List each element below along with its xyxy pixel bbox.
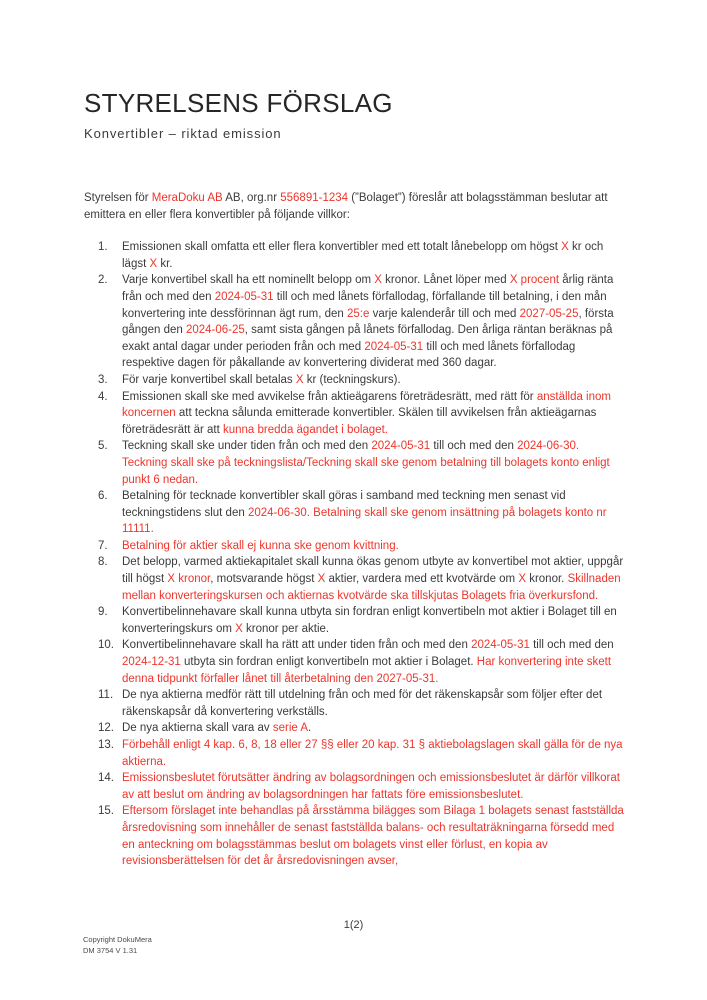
terms-list-item xyxy=(84,239,624,272)
text-run: till och med den xyxy=(430,440,518,453)
editable-field-text: 2024-05-31 xyxy=(471,639,530,652)
terms-list-item xyxy=(84,438,624,488)
item-number: 5. xyxy=(98,440,108,453)
text-run: varje kalenderår till och med xyxy=(369,307,520,320)
item-text xyxy=(122,805,624,867)
editable-field-text: 2027-05-25 xyxy=(519,307,579,320)
text-run: De nya aktierna skall vara av xyxy=(122,722,273,735)
page-number: 1(2) xyxy=(343,919,364,931)
editable-field-text: Har konvertering inte skett denna tidpunkt förfaller lånet till återbetalning den 2027-05-31. xyxy=(122,656,612,685)
item-number: 1. xyxy=(98,241,108,254)
item-number: 11. xyxy=(98,689,114,702)
editable-field-text: serie A xyxy=(272,722,309,735)
item-text xyxy=(122,241,603,270)
editable-field-text: X xyxy=(295,373,304,386)
item-text xyxy=(122,274,614,369)
terms-list-item xyxy=(84,372,624,389)
page-subtitle: Konvertibler – riktad emission xyxy=(84,126,282,141)
text-run: , motsvarande högst xyxy=(210,573,318,586)
item-number: 15. xyxy=(98,805,114,818)
terms-list-item xyxy=(84,554,624,604)
item-text xyxy=(122,722,311,734)
editable-field-text: X xyxy=(149,257,158,270)
text-run: Teckning skall ske under tiden från och med den xyxy=(122,440,372,453)
terms-list xyxy=(84,239,624,870)
text-run: kr. xyxy=(157,257,173,270)
item-text xyxy=(122,490,607,535)
terms-list-item xyxy=(84,720,624,737)
text-run: Det belopp, varmed aktiekapitalet skall kunna ökas genom utbyte av konvertibel mot aktier, uppgår till högst xyxy=(122,556,624,586)
intro-paragraph xyxy=(84,190,624,223)
item-number: 2. xyxy=(98,274,108,287)
text-run: Konvertibelinnehavare skall kunna utbyta sin fordran enligt konvertibeln mot aktier i Bolaget till en konverteringskurs om xyxy=(122,606,617,635)
terms-list-item xyxy=(84,687,624,720)
text-run: utbyta sin fordran enligt konvertibeln mot aktier i Bolaget. xyxy=(180,656,477,669)
editable-field-text: 556891-1234 xyxy=(280,192,349,204)
page-title: STYRELSENS FÖRSLAG xyxy=(84,88,393,118)
editable-field-text: 25:e xyxy=(347,307,370,320)
editable-field-text: X xyxy=(518,573,526,586)
item-text xyxy=(122,739,623,768)
text-run: Styrelsen för xyxy=(84,192,152,204)
text-run: Varje konvertibel skall ha ett nominellt belopp om xyxy=(122,274,375,287)
text-run: att teckna sålunda emitterade konvertibler. Skälen till avvikelsen från aktieägarnas företrädesrätt är att xyxy=(122,407,597,436)
editable-field-text: kunna bredda ägandet i bolaget. xyxy=(223,423,388,436)
text-run: De nya aktierna medför rätt till utdelning från och med för det räkenskapsår som följer efter det räkenskapsår då konvertering verkställs. xyxy=(122,689,603,718)
editable-field-text: anställda inom koncernen xyxy=(122,390,611,420)
editable-field-text: 2024-06-30. Teckning skall ske på teckningslista/Teckning skall ske genom betalning till bolagets konto enligt punkt 6 nedan. xyxy=(122,440,610,486)
item-number: 13. xyxy=(98,739,114,751)
item-number: 4. xyxy=(98,390,108,403)
text-run: Emissionen skall ske med avvikelse från aktieägarens företrädesrätt, med rätt för xyxy=(122,390,537,403)
terms-list-item xyxy=(84,737,624,770)
text-run: aktier, vardera med ett kvotvärde om xyxy=(325,573,519,586)
editable-field-text: X xyxy=(317,573,326,586)
copyright-note xyxy=(83,934,152,956)
item-number: 12. xyxy=(98,722,114,735)
item-text xyxy=(122,639,614,684)
editable-field-text: Skillnaden mellan konverteringskursen och aktiernas kvotvärde ska tillskjutas Bolagets fria överkursfond. xyxy=(122,573,621,602)
editable-field-text: MeraDoku AB xyxy=(151,192,223,204)
item-number: 10. xyxy=(98,639,114,652)
terms-list-item xyxy=(84,488,624,538)
editable-field-text: X xyxy=(374,274,382,287)
item-text xyxy=(122,440,610,485)
editable-field-text: Förbehåll enligt 4 kap. 6, 8, 18 eller 27 §§ eller 20 kap. 31 § aktiebolagslagen skall gälla för de nya aktierna. xyxy=(122,739,623,768)
text-run: Betalning för tecknade konvertibler skall göras i samband med teckning men senast vid teckningstidens slut den xyxy=(122,490,566,519)
item-text xyxy=(122,772,620,801)
editable-field-text: 2024-05-31 xyxy=(371,440,431,453)
item-number: 8. xyxy=(98,556,108,569)
item-number: 9. xyxy=(98,606,108,619)
editable-field-text: X xyxy=(561,241,569,254)
text-run: , första gången den xyxy=(122,307,614,337)
editable-field-text: X xyxy=(235,622,243,635)
terms-list-item xyxy=(84,272,624,372)
item-number: 3. xyxy=(98,373,108,386)
item-text xyxy=(122,374,401,386)
item-text xyxy=(122,391,611,436)
text-run: , samt sista gången på lånets förfallodag. Den årliga räntan beräknas på exakt antal dagar under perioden från och med xyxy=(122,324,613,353)
terms-list-item xyxy=(84,389,624,439)
item-text xyxy=(122,606,617,635)
editable-field-text: Emissionsbeslutet förutsätter ändring av bolagsordningen och emissionsbeslutet är därför villkorat av att beslut om ändring av bolagsordningen har fattats före emissionsbeslutet. xyxy=(122,772,620,801)
item-text xyxy=(122,689,602,718)
editable-field-text: 2024-05-31 xyxy=(214,290,274,303)
text-run: . xyxy=(308,722,312,735)
item-number: 7. xyxy=(98,539,108,552)
text-run: kr och lägst xyxy=(122,241,604,270)
editable-field-text: Eftersom förslaget inte behandlas på årsstämma bilägges som Bilaga 1 bolagets senast fastställda årsredovisning som innehåller de senast fastställda balans- och resultaträkningarna försedd med en anteckning om bolagsstämmas beslut om bolagets vinst eller förlust, en kopia av revisionsberättelsen för det år årsredovisningen avser, xyxy=(122,805,624,868)
editable-field-text: 2024-06-30. Betalning skall ske genom insättning på bolagets konto nr 11111. xyxy=(122,506,607,536)
item-text xyxy=(122,556,623,601)
text-run: kronor. xyxy=(526,573,568,586)
editable-field-text: X kronor xyxy=(167,573,211,586)
text-run: (”Bolaget”) föreslår att bolagsstämman beslutar att emittera en eller flera konvertibler på följande villkor: xyxy=(84,192,608,221)
terms-list-item xyxy=(84,637,624,687)
text-run: till och med lånets förfallodag respektive dagen för påkallande av konvertering dividerat med 360 dagar. xyxy=(122,340,576,370)
text-run: årlig ränta från och med den xyxy=(122,274,614,303)
editable-field-text: 2024-06-25 xyxy=(185,324,245,337)
text-run: För varje konvertibel skall betalas xyxy=(122,373,296,386)
text-run: kr (teckningskurs). xyxy=(303,373,401,386)
editable-field-text: 2024-05-31 xyxy=(364,340,424,353)
terms-list-item xyxy=(84,803,624,869)
item-number: 14. xyxy=(98,772,114,785)
text-run: kronor per aktie. xyxy=(242,622,330,635)
terms-list-item xyxy=(84,604,624,637)
editable-field-text: Betalning för aktier skall ej kunna ske genom kvittning. xyxy=(122,539,399,552)
text-run: kronor. Lånet löper med xyxy=(381,274,510,287)
text-run: till och med den xyxy=(529,639,614,652)
text-run: AB, org.nr xyxy=(222,192,281,204)
text-run: Emissionen skall omfatta ett eller flera konvertibler med ett totalt lånebelopp om högst xyxy=(122,241,562,254)
version-line: DM 3754 V 1.31 xyxy=(83,946,138,955)
copyright-line: Copyright DokuMera xyxy=(83,935,152,944)
item-text xyxy=(122,540,399,552)
text-run: Konvertibelinnehavare skall ha rätt att under tiden från och med den xyxy=(122,639,472,652)
text-run: till och med lånets förfallodag, förfallande till betalning, i den mån konvertering inte dessförinnan ägt rum, den xyxy=(122,290,607,320)
terms-list-item xyxy=(84,538,624,555)
item-number: 6. xyxy=(98,490,108,503)
editable-field-text: 2024-12-31 xyxy=(122,656,181,669)
terms-list-item xyxy=(84,770,624,803)
editable-field-text: X procent xyxy=(509,274,560,287)
